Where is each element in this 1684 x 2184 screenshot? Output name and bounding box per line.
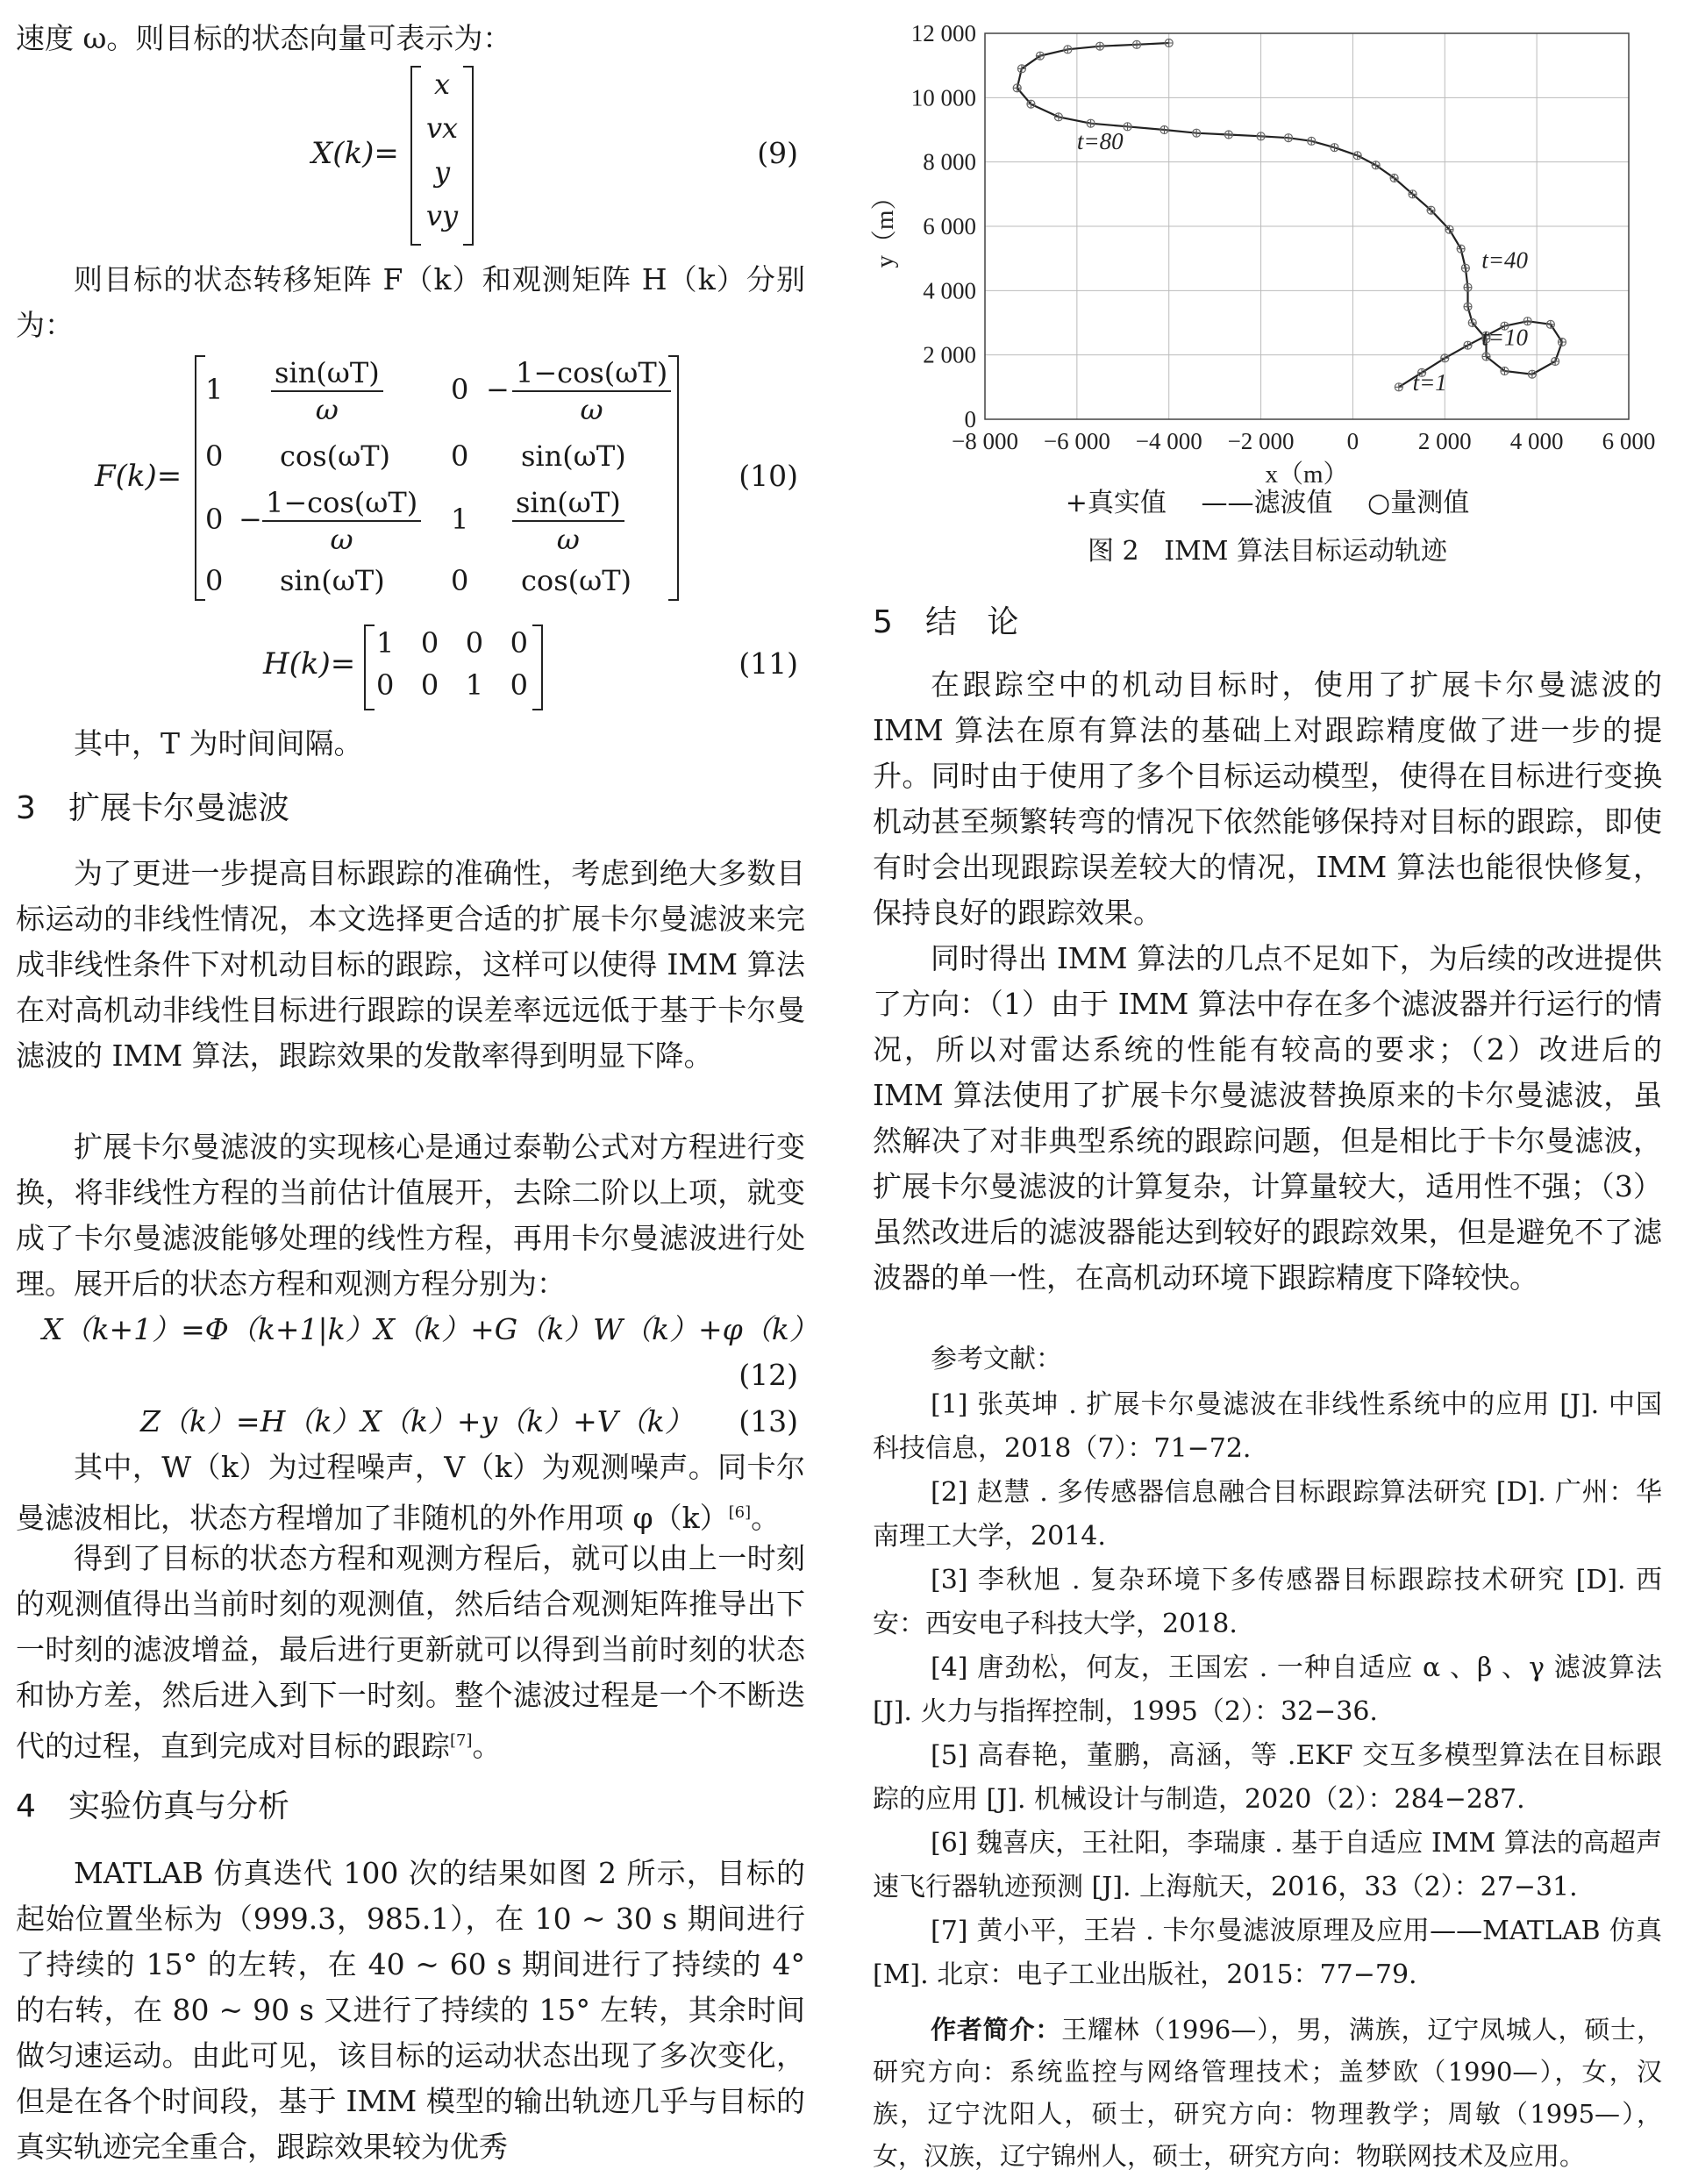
- eq11-row: 1 0 0 0: [376, 626, 528, 660]
- eq9-entry: vx: [425, 111, 459, 145]
- eq10-cell: 1: [451, 503, 469, 536]
- eq9-entry: vy: [425, 199, 459, 232]
- eq10-cell: $\frac{\sin(\omega T)}{\omega}$: [271, 355, 383, 427]
- x-tick-label: 0: [1346, 428, 1359, 454]
- eq12-number: (12): [739, 1358, 798, 1392]
- reference-item: [3] 李秋旭 . 复杂环境下多传感器目标跟踪技术研究 [D]. 西安：西安电子科技大学，2018.: [873, 1565, 1662, 1639]
- equation-9: [0, 66, 816, 254]
- eq10-cell: −: [486, 373, 510, 406]
- legend-true-value: +真实值: [1065, 488, 1167, 518]
- y-tick-label: 2 000: [923, 341, 976, 368]
- paragraph-3c: 其中，W（k）为过程噪声，V（k）为观测噪声。同卡尔曼滤波相比，状态方程增加了非随机的外作用项 φ（k）[6]。: [16, 1450, 805, 1535]
- eq11-lhs: H(k)=: [263, 646, 356, 682]
- section-title: 扩展卡尔曼滤波: [68, 790, 290, 826]
- x-tick-label: 2 000: [1417, 428, 1472, 454]
- y-axis-label: y（m）: [871, 184, 899, 268]
- x-tick-label: −4 000: [1135, 428, 1202, 454]
- eq10-lhs: F(k)=: [95, 459, 182, 494]
- eq10-cell: $\frac{1-\cos(\omega T)}{\omega}$: [512, 355, 671, 427]
- paragraph-3a: 为了更进一步提高目标跟踪的准确性，考虑到绝大多数目标运动的非线性情况，本文选择更合适的扩展卡尔曼滤波来完成非线性条件下对机动目标的跟踪，这样可以使得 IMM 算法在对高机动非线性目标进行跟踪的误差率远远低于基于卡尔曼滤波的 IMM 算法，跟踪效果的发散率得到明显下降。: [16, 856, 805, 1073]
- legend-filter-value: ——滤波值: [1201, 488, 1333, 518]
- y-tick-label: 6 000: [923, 213, 976, 239]
- x-tick-label: −6 000: [1043, 428, 1110, 454]
- eq10-cell: $\frac{\sin(\omega T)}{\omega}$: [512, 485, 624, 557]
- y-tick-label: 10 000: [910, 84, 976, 111]
- paragraph-5a: 在跟踪空中的机动目标时，使用了扩展卡尔曼滤波的 IMM 算法在原有算法的基础上对跟踪精度做了进一步的提升。同时由于使用了多个目标运动模型，使得在目标进行变换机动甚至频繁转弯的情况下依然能够保持对目标的跟踪，即使有时会出现跟踪误差较大的情况，IMM 算法也能很快修复，保持良好的跟踪效果。: [873, 667, 1662, 930]
- x-axis-label: x（m）: [1265, 460, 1349, 489]
- eq10-cell: 0: [451, 373, 469, 406]
- chart-annotation: t=40: [1481, 246, 1528, 274]
- x-tick-label: 6 000: [1602, 428, 1656, 454]
- y-tick-label: 4 000: [923, 277, 976, 304]
- section-number: 4: [16, 1788, 36, 1824]
- legend-measured-value: ○量测值: [1367, 488, 1470, 518]
- eq9-entry: x: [433, 68, 451, 101]
- equation-12: [0, 1307, 816, 1398]
- chart-annotation: t=10: [1481, 324, 1528, 351]
- eq9-vector: [410, 66, 474, 246]
- eq9-lhs: X(k)=: [311, 136, 399, 171]
- t-note: 其中，T 为时间间隔。: [74, 726, 363, 760]
- eq10-cell: −: [239, 503, 262, 536]
- reference-list: [873, 1383, 1662, 1997]
- eq9-number: (9): [757, 136, 798, 170]
- y-tick-label: 8 000: [923, 148, 976, 175]
- author-text: 王耀林（1996—），男，满族，辽宁凤城人，硕士，研究方向：系统监控与网络管理技术；盖梦欧（1990—），女，汉族，辽宁沈阳人，硕士，研究方向：物理教学；周敏（1995—），女，汉族，辽宁锦州人，硕士，研究方向：物联网技术及应用。: [873, 2015, 1662, 2171]
- eq10-cell: cos(ωT): [521, 564, 632, 597]
- legend: [864, 484, 1671, 523]
- eq10-number: (10): [739, 459, 798, 493]
- reference-item: [2] 赵慧 . 多传感器信息融合目标跟踪算法研究 [D]. 广州：华南理工大学，2014.: [873, 1477, 1662, 1552]
- x-tick-label: −2 000: [1227, 428, 1295, 454]
- eq10-cell: 0: [451, 564, 469, 597]
- section-4-heading: [16, 1781, 289, 1833]
- x-tick-label: 4 000: [1509, 428, 1564, 454]
- eq10-cell: 0: [451, 439, 469, 473]
- eq13-text: Z（k）=H（k）X（k）+y（k）+V（k）: [140, 1404, 694, 1438]
- y-tick-label: 0: [964, 406, 976, 432]
- eq10-cell: 0: [205, 439, 224, 473]
- figure-2: [864, 0, 1671, 588]
- author-bio: [873, 2009, 1662, 2177]
- section-title: 实验仿真与分析: [68, 1788, 290, 1824]
- reference-item: [1] 张英坤 . 扩展卡尔曼滤波在非线性系统中的应用 [J]. 中国科技信息，2018（7）：71−72.: [873, 1389, 1662, 1464]
- eq11-matrix: [364, 625, 543, 710]
- chart-annotation: t=80: [1076, 128, 1124, 154]
- section-5-heading: [873, 596, 1018, 649]
- reference-item: [7] 黄小平，王岩 . 卡尔曼滤波原理及应用——MATLAB 仿真 [M]. 北京：电子工业出版社，2015：77−79.: [873, 1916, 1662, 1990]
- eq10-cell: cos(ωT): [280, 439, 391, 473]
- equation-11: [0, 625, 816, 712]
- reference-item: [5] 高春艳，董鹏，高涵，等 .EKF 交互多模型算法在目标跟踪的应用 [J]. 机械设计与制造，2020（2）：284−287.: [873, 1740, 1662, 1815]
- references-title: 参考文献：: [931, 1344, 1062, 1374]
- eq10-cell: 0: [205, 564, 224, 597]
- paragraph-4: MATLAB 仿真迭代 100 次的结果如图 2 所示，目标的起始位置坐标为（999.3，985.1），在 10 ~ 30 s 期间进行了持续的 15° 的左转，在 40 ~ 60 s 期间进行了持续的 4° 的右转，在 80 ~ 90 s 又进行了持续的 15° 左转，其余时间做匀速运动。由此可见，该目标的运动状态出现了多次变化，但是在各个时间段，基于 IMM 模型的输出轨迹几乎与目标的真实轨迹完全重合，跟踪效果较为优秀: [16, 1856, 805, 2164]
- paragraph-3b: 扩展卡尔曼滤波的实现核心是通过泰勒公式对方程进行变换，将非线性方程的当前估计值展开，去除二阶以上项，就变成了卡尔曼滤波能够处理的线性方程，再用卡尔曼滤波进行处理。展开后的状态方程和观测方程分别为：: [16, 1130, 805, 1301]
- section-number: 5: [873, 604, 893, 640]
- author-label: 作者简介：: [931, 2015, 1062, 2045]
- paragraph-5b: 同时得出 IMM 算法的几点不足如下，为后续的改进提供了方向：（1）由于 IMM 算法中存在多个滤波器并行运行的情况，所以对雷达系统的性能有较高的要求；（2）改进后的 IMM 算法使用了扩展卡尔曼滤波替换原来的卡尔曼滤波，虽然解决了对非典型系统的跟踪问题，但是相比于卡尔曼滤波，扩展卡尔曼滤波的计算复杂，计算量较大，适用性不强；（3）虽然改进后的滤波器能达到较好的跟踪效果，但是避免不了滤波器的单一性，在高机动环境下跟踪精度下降较快。: [873, 941, 1662, 1295]
- section-3-heading: [16, 782, 289, 835]
- citation[interactable]: [7]: [450, 1731, 473, 1750]
- eq13-number: (13): [739, 1404, 798, 1438]
- citation[interactable]: [6]: [728, 1503, 752, 1522]
- after-eq9: 则目标的状态转移矩阵 F（k）和观测矩阵 H（k）分别为：: [16, 262, 805, 342]
- y-tick-label: 12 000: [910, 20, 976, 46]
- equation-10: [0, 355, 816, 605]
- eq10-cell: 1: [205, 373, 224, 406]
- figure-caption: 图 2 IMM 算法目标运动轨迹: [1087, 536, 1448, 567]
- eq10-cell: sin(ωT): [521, 439, 626, 473]
- reference-item: [6] 魏喜庆，王社阳，李瑞康 . 基于自适应 IMM 算法的高超声速飞行器轨迹预测 [J]. 上海航天，2016，33（2）：27−31.: [873, 1828, 1662, 1902]
- trajectory-chart: [864, 0, 1671, 491]
- eq11-row: 0 0 1 0: [376, 668, 528, 702]
- section-title: 结 论: [925, 604, 1019, 640]
- x-tick-label: −8 000: [952, 428, 1018, 454]
- eq12-text: X（k+1）=Φ（k+1|k）X（k）+G（k）W（k）+φ（k）: [42, 1312, 818, 1346]
- series-filtered-line: [1017, 43, 1562, 387]
- paragraph-3d: 得到了目标的状态方程和观测方程后，就可以由上一时刻的观测值得出当前时刻的观测值，然后结合观测矩阵推导出下一时刻的滤波增益，最后进行更新就可以得到当前时刻的状态和协方差，然后进入到下一时刻。整个滤波过程是一个不断迭代的过程，直到完成对目标的跟踪[7]。: [16, 1541, 805, 1763]
- eq10-cell: 0: [205, 503, 224, 536]
- equation-13: [0, 1399, 816, 1445]
- eq11-number: (11): [739, 646, 798, 681]
- eq10-cell: sin(ωT): [280, 564, 385, 597]
- eq9-entry: y: [433, 155, 451, 189]
- reference-item: [4] 唐劲松，何友，王国宏 . 一种自适应 α 、β 、γ 滤波算法 [J]. 火力与指挥控制，1995（2）：32−36.: [873, 1652, 1662, 1727]
- eq10-cell: $\frac{1-\cos(\omega T)}{\omega}$: [262, 485, 421, 557]
- eq10-matrix: [195, 355, 679, 601]
- section-number: 3: [16, 790, 36, 826]
- intro-line: 速度 ω。则目标的状态向量可表示为：: [16, 21, 512, 55]
- chart-annotation: t=1: [1412, 369, 1447, 396]
